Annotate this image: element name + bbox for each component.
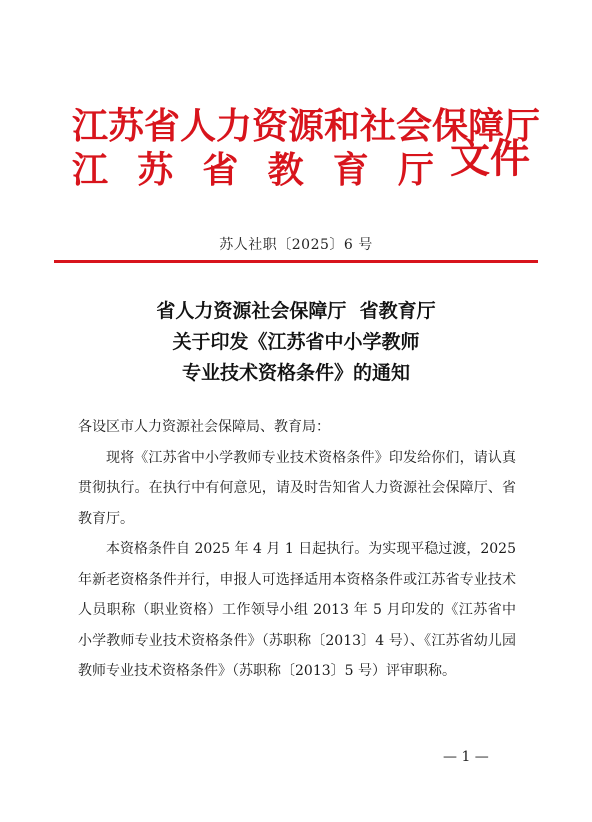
issuer-char: 育 (332, 149, 369, 191)
title-line: 专业技术资格条件》的通知 (181, 362, 410, 384)
issuer-char: 教 (267, 149, 304, 191)
document-type-label: 文件 (450, 135, 530, 182)
issuer-char: 苏 (137, 149, 174, 191)
body-paragraph: 本资格条件自 2025 年 4 月 1 日起执行。为实现平稳过渡，2025 年新老资格条件并行，申报人可选择适用本资格条件或江苏省专业技术人员职称（职业资格）工作领导小组 2013 年 5 月印发的《江苏省中小学教师专业技术资格条件》（苏职称〔2013〕4 号）、《江苏省幼儿园教师专业技术资格条件》（苏职称〔2013〕5 号）评审职称。 (78, 541, 516, 679)
issuer-education-department (72, 151, 434, 195)
document-number: 苏人社职〔2025〕6 号 (219, 237, 373, 253)
issuer-char: 江 (72, 149, 109, 191)
document-title (0, 296, 592, 389)
issuer-char: 省 (202, 149, 239, 191)
page-number: — 1 — (443, 749, 489, 765)
document-body (78, 412, 516, 687)
issuer-char: 厅 (397, 149, 434, 191)
issuer-hrss-department: 江苏省人力资源和社会保障厅 (72, 105, 541, 147)
red-divider-line (54, 260, 538, 263)
body-paragraph: 现将《江苏省中小学教师专业技术资格条件》印发给你们，请认真贯彻执行。在执行中有何意见，请及时告知省人力资源社会保障厅、省教育厅。 (78, 449, 516, 527)
salutation: 各设区市人力资源社会保障局、教育局： (78, 419, 330, 435)
title-line: 关于印发《江苏省中小学教师 (172, 331, 420, 353)
title-line: 省人力资源社会保障厅 省教育厅 (156, 300, 436, 322)
